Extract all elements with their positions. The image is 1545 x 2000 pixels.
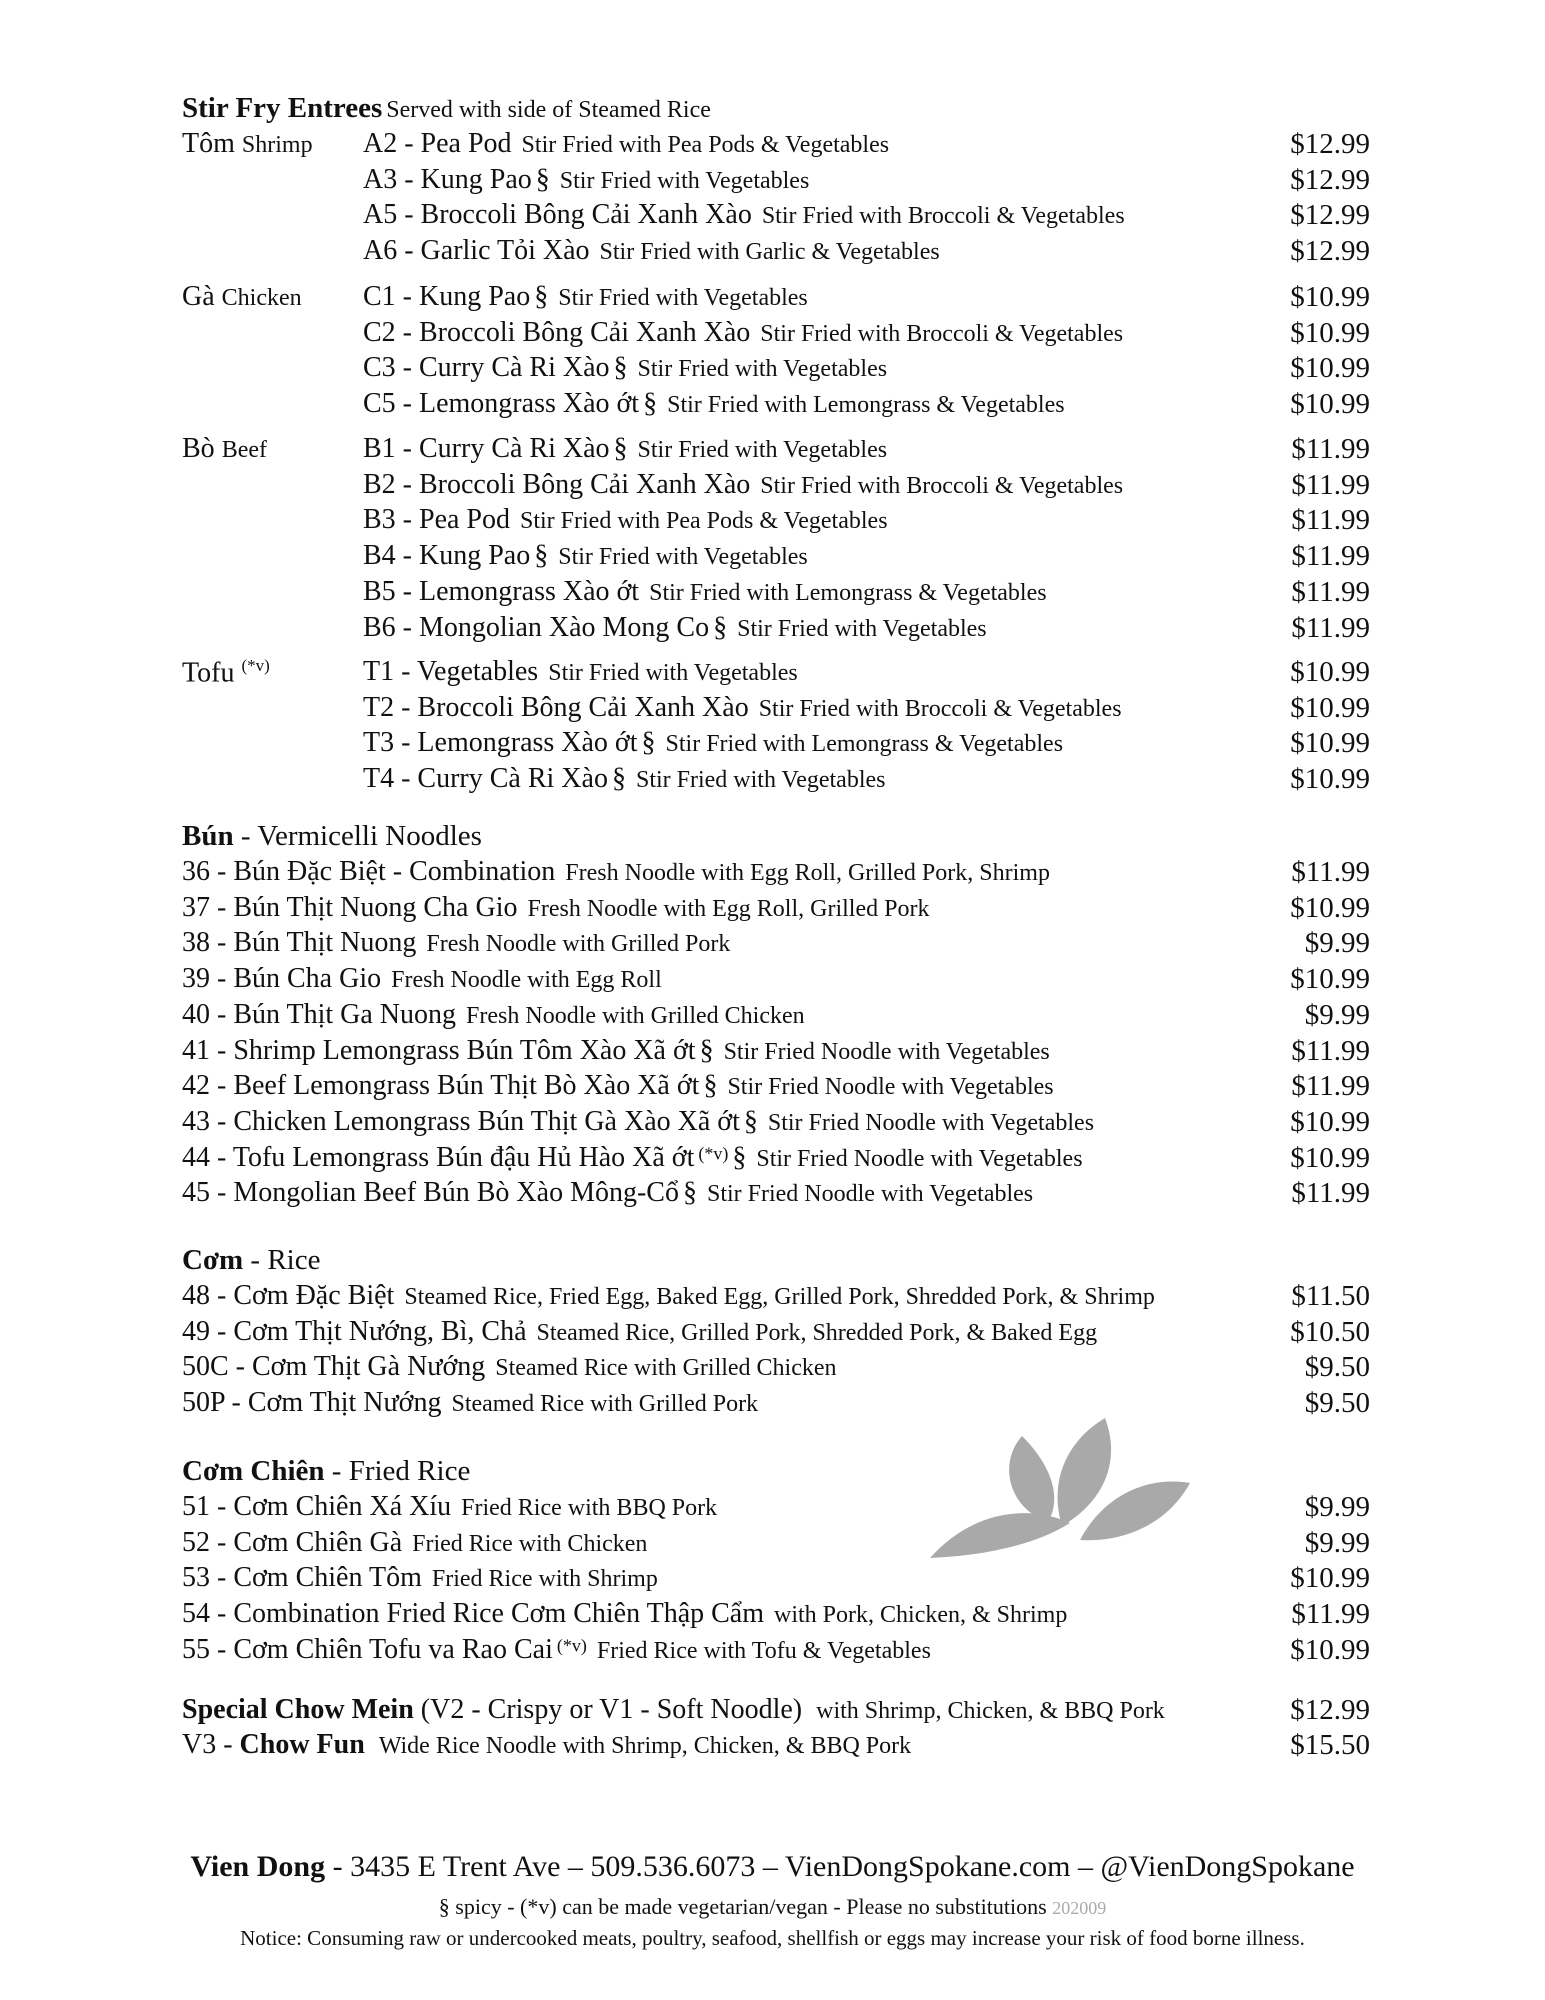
item-name: 54 - Combination Fried Rice Cơm Chiên Thập Cẩm: [182, 1598, 765, 1630]
item-description: Wide Rice Noodle with Shrimp, Chicken, & BBQ Pork: [378, 1733, 912, 1759]
item-name: 42 - Beef Lemongrass Bún Thịt Bò Xào Xã ớt: [182, 1070, 700, 1102]
item-price: $10.99: [1290, 891, 1370, 924]
item-price: $11.50: [1291, 1280, 1370, 1312]
item-price: $10.99: [1290, 963, 1370, 996]
item-price: $9.50: [1304, 1351, 1370, 1383]
item-name: T4 - Curry Cà Ri Xào: [363, 763, 608, 795]
item-content: [363, 352, 887, 384]
legend-text: § spicy - (*v) can be made vegetarian/vegan - Please no substitutions: [438, 1894, 1053, 1919]
item-name: 52 - Cơm Chiên Gà: [182, 1526, 403, 1558]
item-name: B2 - Broccoli Bông Cải Xanh Xào: [363, 468, 751, 500]
item-name: 55 - Cơm Chiên Tofu va Rao Cai: [182, 1633, 553, 1665]
restaurant-contact: - 3435 E Trent Ave – 509.536.6073 – VienDongSpokane.com – @VienDongSpokane: [325, 1850, 1355, 1883]
item-description: Steamed Rice, Grilled Pork, Shredded Pork, & Baked Egg: [536, 1319, 1098, 1346]
item-name: 43 - Chicken Lemongrass Bún Thịt Gà Xào Xã ớt: [182, 1105, 740, 1137]
restaurant-name: Vien Dong: [190, 1850, 326, 1883]
item-description: Stir Fried with Broccoli & Vegetables: [758, 695, 1122, 722]
item-description: Stir Fried with Lemongrass & Vegetables: [649, 579, 1047, 606]
stir-fry-header: [182, 92, 1370, 128]
item-name: B1 - Curry Cà Ri Xào: [363, 433, 610, 464]
menu-item: [182, 1035, 1370, 1071]
item-code: V3 -: [182, 1729, 240, 1760]
item-content: [363, 763, 886, 795]
menu-item: [182, 1142, 1370, 1178]
item-price: $10.99: [1290, 691, 1370, 724]
item-content: [363, 727, 1063, 759]
item-price: $10.99: [1290, 1105, 1370, 1138]
item-name: Chow Fun: [239, 1729, 365, 1760]
item-price: $10.99: [1290, 352, 1370, 385]
menu-item-chow-mein: [182, 1694, 1370, 1730]
protein-label: [182, 433, 267, 465]
item-name: 44 - Tofu Lemongrass Bún đậu Hủ Hào Xã ớt: [182, 1141, 695, 1173]
spicy-icon: §: [611, 763, 626, 795]
item-description: Fresh Noodle with Grilled Pork: [426, 931, 731, 958]
item-price: $11.99: [1291, 575, 1370, 608]
item-price: $11.99: [1291, 1034, 1370, 1067]
item-description: Stir Fried with Broccoli & Vegetables: [760, 472, 1124, 499]
spicy-icon: §: [713, 611, 728, 643]
menu-item: [182, 612, 1370, 648]
item-name: A5 - Broccoli Bông Cải Xanh Xào: [363, 199, 752, 231]
item-price: $10.99: [1290, 1562, 1370, 1595]
menu-item: [182, 576, 1370, 612]
item-content: [363, 199, 1125, 231]
item-price: $10.99: [1290, 281, 1370, 313]
item-name: 49 - Cơm Thịt Nướng, Bì, Chả: [182, 1315, 527, 1347]
item-description: Stir Fried with Pea Pods & Vegetables: [521, 132, 890, 158]
item-name: T2 - Broccoli Bông Cải Xanh Xào: [363, 691, 749, 723]
item-name: B3 - Pea Pod: [363, 504, 510, 536]
leaf-logo-icon: [930, 1418, 1190, 1558]
item-description: Stir Fried with Vegetables: [737, 615, 987, 642]
menu-item: [182, 963, 1370, 999]
item-name: B4 - Kung Pao: [363, 540, 531, 572]
menu-item: [182, 388, 1370, 424]
protein-english: Shrimp: [241, 132, 313, 158]
item-content: [363, 612, 987, 644]
menu-item: [182, 469, 1370, 505]
item-name: 41 - Shrimp Lemongrass Bún Tôm Xào Xã ớt: [182, 1034, 696, 1066]
menu-item: [182, 1598, 1370, 1634]
item-description: Stir Fried Noodle with Vegetables: [706, 1181, 1034, 1208]
vegan-marker: (*v): [241, 656, 270, 675]
protein-label: [182, 128, 313, 160]
item-description: with Pork, Chicken, & Shrimp: [774, 1602, 1068, 1629]
item-name: A2 - Pea Pod: [363, 128, 512, 159]
item-price: $11.99: [1291, 433, 1370, 465]
spicy-icon: §: [613, 433, 628, 464]
menu-item: [182, 235, 1370, 271]
item-price: $15.50: [1290, 1729, 1370, 1761]
item-content: [363, 540, 808, 572]
menu-item: [182, 164, 1370, 200]
menu-item: [182, 692, 1370, 728]
item-name: C2 - Broccoli Bông Cải Xanh Xào: [363, 316, 751, 348]
menu-item: [182, 727, 1370, 763]
item-description: Stir Fried with Vegetables: [548, 660, 798, 686]
menu-item: [182, 856, 1370, 892]
item-description: Stir Fried with Vegetables: [558, 285, 808, 311]
spicy-icon: §: [743, 1105, 758, 1137]
menu-item: [182, 1070, 1370, 1106]
item-content: [363, 281, 808, 313]
menu-item: [182, 504, 1370, 540]
menu-item: [182, 1491, 1370, 1527]
item-name: 40 - Bún Thịt Ga Nuong: [182, 998, 457, 1030]
menu-item: [182, 763, 1370, 799]
item-variant: (V2 - Crispy or V1 - Soft Noodle): [413, 1694, 803, 1725]
item-name: T3 - Lemongrass Xào ớt: [363, 727, 638, 759]
item-description: Stir Fried with Broccoli & Vegetables: [761, 203, 1125, 230]
protein-english: Beef: [221, 437, 267, 463]
spicy-icon: §: [613, 352, 628, 384]
item-name: 39 - Bún Cha Gio: [182, 963, 382, 995]
item-content: [363, 576, 1047, 608]
protein-name: Tôm: [182, 128, 235, 159]
spicy-icon: §: [682, 1177, 697, 1209]
restaurant-info: [0, 1850, 1545, 1884]
menu-item: [182, 999, 1370, 1035]
spicy-icon: §: [535, 163, 550, 195]
item-description: Fresh Noodle with Egg Roll, Grilled Pork: [527, 895, 930, 922]
item-price: $10.99: [1290, 388, 1370, 421]
item-price: $11.99: [1291, 504, 1370, 537]
menu-item: [182, 281, 1370, 317]
item-price: $9.99: [1304, 1526, 1370, 1559]
menu-item: [182, 656, 1370, 692]
menu-item: [182, 1106, 1370, 1142]
item-content: [363, 128, 889, 160]
item-description: Fried Rice with Tofu & Vegetables: [596, 1637, 931, 1664]
item-content: [363, 504, 888, 536]
item-description: Fried Rice with Chicken: [412, 1530, 648, 1557]
item-content: [363, 235, 940, 267]
item-description: Fried Rice with BBQ Pork: [461, 1495, 718, 1521]
item-description: Stir Fried with Lemongrass & Vegetables: [665, 731, 1064, 758]
item-content: [363, 388, 1065, 420]
protein-label: [182, 656, 270, 689]
item-price: $10.99: [1290, 763, 1370, 796]
com-chien-header: [182, 1455, 1370, 1491]
item-price: $9.99: [1304, 1491, 1370, 1523]
item-price: $9.99: [1304, 998, 1370, 1031]
section-subtitle: - Fried Rice: [324, 1455, 471, 1487]
menu-item: [182, 128, 1370, 164]
protein-name: Gà: [182, 281, 215, 312]
spicy-icon: §: [699, 1034, 714, 1066]
menu-item: [182, 1316, 1370, 1352]
item-description: Stir Fried Noodle with Vegetables: [767, 1109, 1095, 1136]
item-price: $11.99: [1291, 1177, 1370, 1210]
item-price: $11.99: [1291, 540, 1370, 573]
item-description: Stir Fried Noodle with Vegetables: [723, 1038, 1050, 1065]
vegan-marker: (*v): [698, 1143, 729, 1164]
item-description: Stir Fried Noodle with Vegetables: [727, 1074, 1054, 1101]
item-name: 36 - Bún Đặc Biệt - Combination: [182, 856, 556, 887]
item-description: Fresh Noodle with Egg Roll, Grilled Pork, Shrimp: [565, 860, 1050, 886]
item-content: [363, 656, 798, 688]
item-name: A6 - Garlic Tỏi Xào: [363, 235, 590, 267]
health-notice: Notice: Consuming raw or undercooked meats, poultry, seafood, shellfish or eggs may increase your risk of food borne illness.: [240, 1926, 1305, 1950]
item-price: $11.99: [1291, 1070, 1370, 1103]
item-description: Fresh Noodle with Egg Roll: [391, 967, 662, 994]
menu-item: [182, 892, 1370, 928]
item-content: [363, 469, 1123, 501]
menu-item: [182, 1527, 1370, 1563]
item-price: $12.99: [1290, 163, 1370, 196]
item-price: $11.99: [1291, 468, 1370, 501]
item-description: Stir Fried with Lemongrass & Vegetables: [667, 392, 1065, 419]
spicy-icon: §: [643, 388, 658, 420]
legend: [0, 1894, 1545, 1920]
item-content: [363, 433, 887, 465]
item-name: 53 - Cơm Chiên Tôm: [182, 1562, 422, 1594]
menu-item: [182, 927, 1370, 963]
item-price: $12.99: [1290, 128, 1370, 160]
item-description: Stir Fried with Vegetables: [559, 167, 810, 194]
spicy-icon: §: [732, 1141, 747, 1173]
section-title: Stir Fry Entrees: [182, 92, 383, 124]
menu-item: [182, 1387, 1370, 1423]
menu-item: [182, 352, 1370, 388]
menu-code: 202009: [1052, 1898, 1107, 1918]
menu-item-chow-fun: [182, 1729, 1370, 1765]
menu-item: [182, 1177, 1370, 1213]
protein-name: Bò: [182, 433, 215, 464]
item-description: Stir Fried with Vegetables: [637, 356, 888, 383]
item-price: $12.99: [1290, 1694, 1370, 1726]
spicy-icon: §: [534, 540, 549, 572]
spicy-icon: §: [534, 281, 549, 312]
item-description: with Shrimp, Chicken, & BBQ Pork: [816, 1698, 1165, 1724]
menu-item: [182, 1634, 1370, 1670]
item-name: 51 - Cơm Chiên Xá Xíu: [182, 1491, 452, 1522]
item-price: $10.99: [1290, 316, 1370, 349]
menu-item: [182, 199, 1370, 235]
spicy-icon: §: [703, 1070, 718, 1102]
spicy-icon: §: [641, 727, 656, 759]
com-header: [182, 1244, 1370, 1280]
item-description: Stir Fried with Pea Pods & Vegetables: [520, 508, 888, 535]
item-price: $11.99: [1291, 611, 1370, 644]
item-content: [363, 692, 1122, 724]
protein-english: Chicken: [221, 285, 302, 311]
item-price: $12.99: [1290, 199, 1370, 232]
item-price: $10.50: [1290, 1315, 1370, 1348]
item-content: [363, 317, 1123, 349]
item-description: Stir Fried with Vegetables: [635, 767, 886, 794]
menu-item: [182, 1562, 1370, 1598]
item-price: $10.99: [1290, 656, 1370, 688]
section-subtitle: - Rice: [243, 1244, 321, 1276]
item-price: $9.99: [1304, 927, 1370, 960]
section-title: Cơm: [182, 1244, 244, 1276]
section-title: Cơm Chiên: [182, 1455, 325, 1487]
item-price: $12.99: [1290, 235, 1370, 268]
item-price: $9.50: [1304, 1386, 1370, 1419]
item-name: 37 - Bún Thịt Nuong Cha Gio: [182, 891, 518, 923]
item-name: T1 - Vegetables: [363, 656, 539, 687]
item-description: Fried Rice with Shrimp: [431, 1566, 658, 1593]
menu-item: [182, 540, 1370, 576]
item-description: Steamed Rice, Fried Egg, Baked Egg, Grilled Pork, Shredded Pork, & Shrimp: [404, 1284, 1155, 1310]
menu-item: [182, 1351, 1370, 1387]
item-price: $11.99: [1291, 856, 1370, 888]
item-name: 48 - Cơm Đặc Biệt: [182, 1280, 395, 1311]
item-description: Stir Fried with Vegetables: [558, 544, 808, 571]
protein-label: [182, 281, 302, 313]
item-name: 50C - Cơm Thịt Gà Nướng: [182, 1351, 486, 1382]
item-description: Fresh Noodle with Grilled Chicken: [466, 1002, 805, 1029]
item-description: Stir Fried Noodle with Vegetables: [756, 1145, 1083, 1172]
bun-header: [182, 820, 1370, 856]
item-description: Steamed Rice with Grilled Pork: [451, 1390, 759, 1417]
item-name: C1 - Kung Pao: [363, 281, 531, 312]
menu-item: [182, 433, 1370, 469]
section-subtitle: - Vermicelli Noodles: [233, 820, 482, 852]
item-description: Stir Fried with Vegetables: [637, 437, 888, 463]
item-description: Steamed Rice with Grilled Chicken: [495, 1355, 837, 1381]
protein-name: Tofu: [182, 657, 235, 689]
item-name: C3 - Curry Cà Ri Xào: [363, 352, 610, 384]
item-price: $10.99: [1290, 1633, 1370, 1666]
section-subtitle: Served with side of Steamed Rice: [386, 97, 711, 123]
item-price: $10.99: [1290, 1141, 1370, 1174]
item-name: 38 - Bún Thịt Nuong: [182, 927, 417, 959]
item-name: Special Chow Mein: [182, 1694, 414, 1725]
item-description: Stir Fried with Garlic & Vegetables: [599, 239, 940, 266]
vegan-marker: (*v): [556, 1635, 587, 1656]
item-name: 50P - Cơm Thịt Nướng: [182, 1386, 442, 1418]
item-name: 45 - Mongolian Beef Bún Bò Xào Mông-Cổ: [182, 1177, 679, 1209]
item-name: B6 - Mongolian Xào Mong Co: [363, 611, 710, 643]
item-name: C5 - Lemongrass Xào ớt: [363, 388, 640, 420]
item-name: B5 - Lemongrass Xào ớt: [363, 575, 640, 607]
menu-item: [182, 317, 1370, 353]
item-description: Stir Fried with Broccoli & Vegetables: [760, 320, 1124, 347]
item-content: [363, 164, 809, 196]
item-price: $10.99: [1290, 727, 1370, 760]
item-price: $11.99: [1291, 1598, 1370, 1631]
menu-item: [182, 1280, 1370, 1316]
item-name: A3 - Kung Pao: [363, 163, 532, 195]
section-title: Bún: [182, 820, 234, 852]
